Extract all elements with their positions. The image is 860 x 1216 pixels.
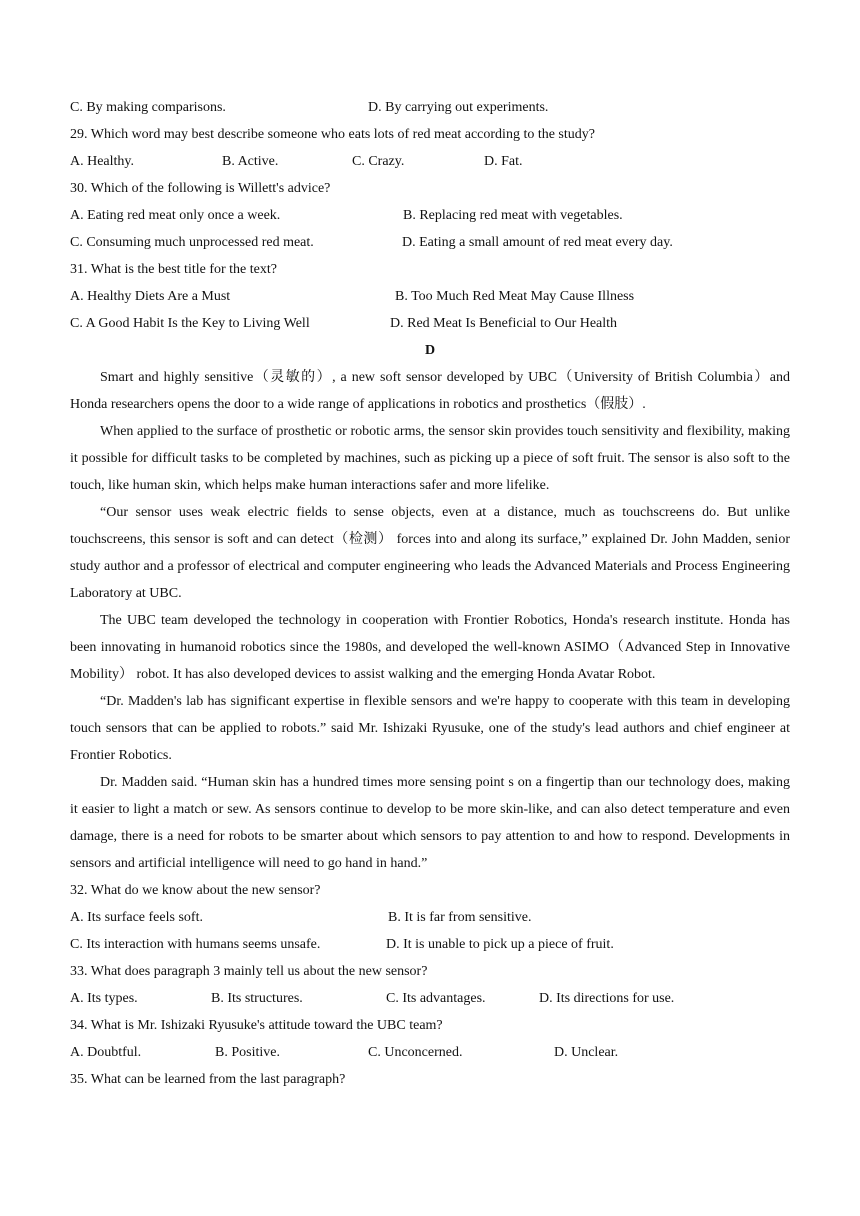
q30-options-row-1: [70, 202, 790, 229]
option-c: C. Its advantages.: [386, 991, 486, 1006]
option-c: C. Unconcerned.: [368, 1045, 463, 1060]
option-a: A. Eating red meat only once a week.: [70, 208, 281, 223]
option-c: C. By making comparisons.: [70, 100, 226, 115]
option-d: D. Unclear.: [554, 1045, 619, 1060]
option-b: B. Its structures.: [211, 991, 303, 1006]
option-c: C. Its interaction with humans seems unsafe.: [70, 937, 321, 952]
question-32: 32. What do we know about the new sensor?: [70, 883, 321, 898]
passage-paragraph-2: When applied to the surface of prosthetic or robotic arms, the sensor skin provides touch sensitivity and flexibility, making it possible for difficult tasks to be completed by machines, such as picking up a piece of soft fruit. The sensor is also soft to the touch, like human skin, which helps make human interactions safer and more lifelike.: [70, 424, 790, 493]
question-35: 35. What can be learned from the last paragraph?: [70, 1072, 346, 1087]
option-b: B. Too Much Red Meat May Cause Illness: [395, 289, 635, 304]
q32-options-row-1: [70, 904, 790, 931]
passage-paragraph-3: “Our sensor uses weak electric fields to sense objects, even at a distance, much as touchscreens do. But unlike touchscreens, this sensor is soft and can detect（检测） forces into and along its surface,” explained Dr. John Madden, senior study author and a professor of electrical and computer engineering who leads the Advanced Materials and Process Engineering Laboratory at UBC.: [70, 505, 790, 601]
q31-options-row-2: [70, 310, 790, 337]
q28-options-row: [70, 94, 790, 121]
option-a: A. Its types.: [70, 991, 138, 1006]
option-d: D. Its directions for use.: [539, 991, 675, 1006]
exam-page: [70, 94, 790, 1093]
q33-options-row: [70, 985, 790, 1012]
q32-options-row-2: [70, 931, 790, 958]
q31-options-row-1: [70, 283, 790, 310]
option-a: A. Its surface feels soft.: [70, 910, 203, 925]
question-33: 33. What does paragraph 3 mainly tell us about the new sensor?: [70, 964, 428, 979]
option-c: C. A Good Habit Is the Key to Living Well: [70, 316, 310, 331]
option-d: D. By carrying out experiments.: [368, 100, 549, 115]
option-b: B. Positive.: [215, 1045, 280, 1060]
q34-options-row: [70, 1039, 790, 1066]
q30-options-row-2: [70, 229, 790, 256]
option-b: B. Replacing red meat with vegetables.: [403, 208, 623, 223]
question-29: 29. Which word may best describe someone who eats lots of red meat according to the study?: [70, 127, 595, 142]
option-d: D. Red Meat Is Beneficial to Our Health: [390, 316, 618, 331]
option-d: D. Fat.: [484, 154, 523, 169]
passage-paragraph-1: Smart and highly sensitive（灵敏的）, a new soft sensor developed by UBC（University of British Columbia）and Honda researchers opens the door to a wide range of applications in robotics and prosthetics（假肢）.: [70, 370, 790, 412]
question-31: 31. What is the best title for the text?: [70, 262, 277, 277]
option-b: B. Active.: [222, 154, 279, 169]
option-c: C. Consuming much unprocessed red meat.: [70, 235, 314, 250]
option-d: D. It is unable to pick up a piece of fruit.: [386, 937, 614, 952]
option-a: A. Healthy Diets Are a Must: [70, 289, 231, 304]
question-34: 34. What is Mr. Ishizaki Ryusuke's attitude toward the UBC team?: [70, 1018, 443, 1033]
option-a: A. Doubtful.: [70, 1045, 142, 1060]
option-d: D. Eating a small amount of red meat every day.: [402, 235, 673, 250]
question-30: 30. Which of the following is Willett's advice?: [70, 181, 331, 196]
section-heading: D: [424, 343, 436, 358]
q29-options-row: [70, 148, 790, 175]
passage-paragraph-6: Dr. Madden said. “Human skin has a hundred times more sensing point s on a fingertip than our technology does, making it easier to light a match or sew. As sensors continue to develop to be more skin-like, and can also detect temperature and even damage, there is a need for robots to be smarter about which sensors to pay attention to and how to respond. Developments in sensors and artificial intelligence will need to go hand in hand.”: [70, 775, 790, 871]
option-a: A. Healthy.: [70, 154, 135, 169]
option-b: B. It is far from sensitive.: [388, 910, 532, 925]
passage-paragraph-5: “Dr. Madden's lab has significant expertise in flexible sensors and we're happy to cooperate with this team in developing touch sensors that can be applied to robots.” said Mr. Ishizaki Ryusuke, one of the study's lead authors and chief engineer at Frontier Robotics.: [70, 694, 790, 763]
passage-paragraph-4: The UBC team developed the technology in cooperation with Frontier Robotics, Honda's research institute. Honda has been innovating in humanoid robotics since the 1980s, and developed the well-known ASIMO（Advanced Step in Innovative Mobility） robot. It has also developed devices to assist walking and the emerging Honda Avatar Robot.: [70, 613, 790, 682]
option-c: C. Crazy.: [352, 154, 405, 169]
